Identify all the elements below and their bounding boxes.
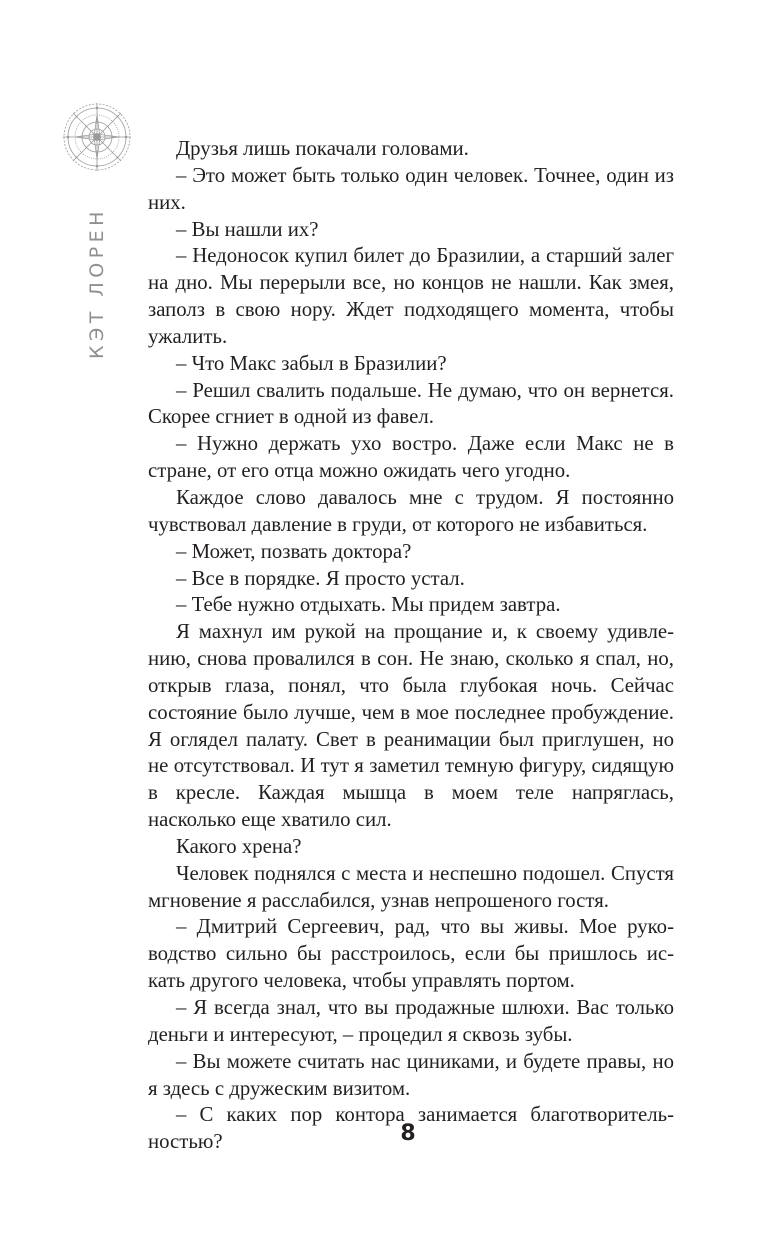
page-number: 8 [400, 1121, 416, 1146]
paragraph: – С каких пор контора занимается благотворительностью? [148, 1103, 674, 1154]
author-name: КЭТ ЛОРЕН [86, 207, 108, 359]
paragraph: – Тебе нужно отдыхать. Мы придем завтра. [176, 593, 561, 617]
paragraph: Я махнул им рукой на прощание и, к своему удивлению, снова провалился в сон. Не знаю, сколько я спал, но, открыв глаза, понял, что была глубокая ночь. Сейчас состояние было лучше, чем в мое последнее пробуждение. Я оглядел палату. Свет в реанимации был приглушен, но не отсутствовал. И тут я заметил темную фигуру, сидящую в кресле. Каждая мышца в моем теле напряглась, насколько еще хватило сил. [148, 620, 674, 832]
paragraph: – Может, позвать доктора? [176, 539, 412, 563]
paragraph: – Нужно держать ухо востро. Даже если Макс не в стране, от его отца можно ожидать чего угодно. [148, 432, 674, 483]
paragraph: – Дмитрий Сергеевич, рад, что вы живы. Мое руководство сильно бы расстроилось, если бы пришлось искать другого человека, чтобы управлять портом. [148, 915, 674, 993]
paragraph: – Вы можете считать нас циниками, и будете правы, но я здесь с дружеским визитом. [148, 1049, 674, 1100]
paragraph: Каждое слово давалось мне с трудом. Я постоянно чувствовал давление в груди, от которого не избавиться. [148, 485, 674, 536]
paragraph: – Недоносок купил билет до Бразилии, а старший залег на дно. Мы перерыли все, но концов не нашли. Как змея, заполз в свою нору. Ждет подходящего момента, чтобы ужалить. [148, 244, 674, 348]
body-text [148, 136, 674, 1156]
paragraph: – Вы нашли их? [176, 217, 319, 241]
paragraph: – Что Макс забыл в Бразилии? [176, 351, 447, 375]
paragraph: – Я всегда знал, что вы продажные шлюхи. Вас только деньги и интересуют, – процедил я сквозь зубы. [148, 996, 674, 1046]
paragraph: Друзья лишь покачали головами. [176, 137, 469, 160]
compass-rose-icon [62, 102, 132, 172]
paragraph: Какого хрена? [176, 834, 302, 858]
emblem [62, 102, 132, 172]
paragraph: – Все в порядке. Я просто устал. [176, 566, 465, 590]
paragraph: – Это может быть только один человек. Точнее, один из них. [148, 163, 674, 214]
paragraph: – Решил свалить подальше. Не думаю, что он вернется. Скорее сгниет в одной из фавел. [148, 378, 674, 429]
paragraph: Человек поднялся с места и неспешно подошел. Спустя мгновение я расслабился, узнав непрошеного гостя. [148, 861, 674, 912]
